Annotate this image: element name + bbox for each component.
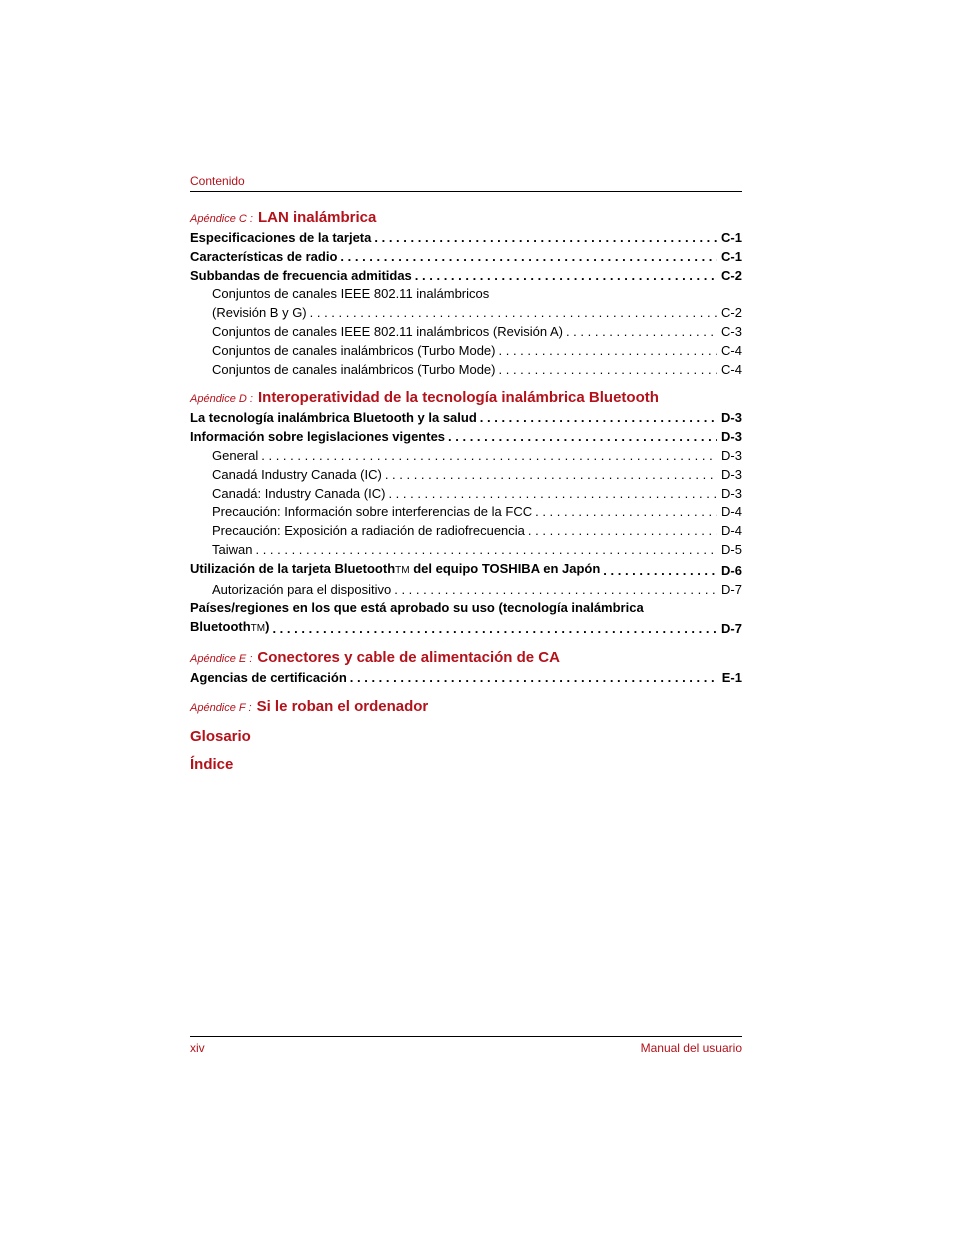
toc-entry[interactable] — [190, 229, 742, 248]
toc-entry-label-part: ) — [265, 619, 270, 635]
appendix-prefix: Apéndice D : — [190, 393, 253, 406]
toc-subentry[interactable] — [190, 581, 742, 600]
toc-subentry[interactable] — [190, 323, 742, 342]
toc-subentry[interactable] — [190, 541, 742, 560]
toc-entry-page: C-3 — [721, 323, 742, 339]
toc-entry-label — [190, 618, 269, 639]
appendix-c-section — [190, 208, 742, 379]
running-header — [190, 172, 742, 190]
toc-entry-label: Especificaciones de la tarjeta — [190, 230, 372, 245]
leader-dots — [563, 323, 717, 342]
toc-entry-label-part: Bluetooth — [190, 619, 251, 635]
toc-entry[interactable] — [190, 248, 742, 267]
leader-dots — [477, 409, 717, 428]
leader-dots — [371, 229, 717, 248]
appendix-title: Conectores y cable de alimentación de CA — [257, 648, 560, 666]
leader-dots — [382, 466, 717, 485]
toc-entry-label: (Revisión B y G) — [212, 305, 307, 321]
leader-dots — [307, 304, 717, 323]
toc-entry-label: Precaución: Información sobre interferencias de la FCC — [212, 504, 533, 520]
toc-entry-page: D-3 — [721, 447, 742, 463]
leader-dots — [391, 581, 717, 600]
toc-entry-label: Canadá: Industry Canada (IC) — [212, 485, 386, 501]
toc-entry-label: Características de radio — [190, 248, 338, 264]
appendix-e-section — [190, 648, 742, 688]
toc-entry-label: Conjuntos de canales inalámbricos (Turbo Mode) — [212, 342, 496, 358]
toc-entry-label: Subbandas de frecuencia admitidas — [190, 267, 412, 283]
appendix-e-heading[interactable] — [190, 648, 742, 669]
toc-entry-page: D-3 — [721, 485, 742, 501]
leader-dots — [337, 248, 717, 267]
trademark-mark: TM — [250, 623, 266, 635]
toc-entry-label: Información sobre legislaciones vigentes — [190, 429, 446, 445]
leader-dots — [347, 669, 718, 688]
header-title: Contenido — [190, 174, 245, 188]
leader-dots — [445, 428, 717, 447]
toc-subentry[interactable] — [190, 466, 742, 485]
toc-entry-label: Conjuntos de canales inalámbricos (Turbo Mode) — [212, 361, 496, 377]
appendix-c-heading[interactable] — [190, 208, 742, 229]
toc-entry-label: Canadá Industry Canada (IC) — [212, 466, 382, 482]
toc-entry-page: D-7 — [721, 621, 742, 637]
toc-entry[interactable] — [190, 428, 742, 447]
toc-entry-label-part: del equipo TOSHIBA en Japón — [409, 560, 601, 576]
toc-entry-label: Autorización para el dispositivo — [212, 581, 392, 597]
toc-subentry[interactable] — [190, 522, 742, 541]
appendix-title: Si le roban el ordenador — [256, 697, 429, 715]
toc-entry-label: Países/regiones en los que está aprobado su uso (tecnología inalámbrica — [190, 600, 644, 616]
leader-dots — [496, 361, 718, 380]
running-footer — [190, 1041, 742, 1055]
toc-entry-label: Conjuntos de canales IEEE 802.11 inalámbricos — [212, 286, 490, 302]
toc-content — [190, 208, 742, 774]
toc-entry-page: D-7 — [721, 581, 742, 597]
appendix-f-heading[interactable] — [190, 697, 742, 718]
appendix-f-section — [190, 697, 742, 718]
trademark-mark: TM — [395, 564, 410, 576]
toc-entry[interactable] — [190, 560, 742, 581]
toc-entry-page: D-4 — [721, 523, 742, 539]
toc-subentry-first-line[interactable] — [190, 285, 742, 304]
toc-entry-page: C-2 — [721, 305, 742, 321]
toc-subentry[interactable] — [190, 304, 742, 323]
leader-dots — [269, 620, 717, 639]
toc-entry-first-line[interactable] — [190, 599, 742, 618]
leader-dots — [525, 522, 717, 541]
toc-entry-page: C-1 — [721, 230, 742, 245]
leader-dots — [600, 562, 717, 581]
glossary-heading[interactable]: Glosario — [190, 727, 251, 745]
toc-entry-page: D-3 — [721, 429, 742, 445]
leader-dots — [532, 503, 717, 522]
toc-entry-label: General — [212, 447, 259, 463]
appendix-title: Interoperatividad de la tecnología inalámbrica Bluetooth — [257, 389, 659, 407]
toc-entry-page: C-1 — [721, 248, 742, 264]
toc-entry-page: D-6 — [721, 562, 742, 578]
toc-subentry[interactable] — [190, 503, 742, 522]
appendix-prefix: Apéndice E : — [190, 652, 253, 665]
toc-entry[interactable] — [190, 669, 742, 688]
leader-dots — [385, 485, 717, 504]
toc-subentry[interactable] — [190, 485, 742, 504]
toc-entry-label: Conjuntos de canales IEEE 802.11 inalámbricos (Revisión A) — [212, 323, 563, 339]
toc-entry-label — [190, 560, 600, 581]
header-rule — [190, 191, 742, 192]
toc-entry-page: C-2 — [721, 267, 742, 283]
toc-entry-page: C-4 — [721, 342, 742, 358]
appendix-d-heading[interactable] — [190, 388, 742, 409]
toc-entry-label: Taiwan — [212, 541, 253, 557]
toc-entry[interactable] — [190, 618, 742, 639]
appendix-title: LAN inalámbrica — [257, 209, 377, 226]
leader-dots — [258, 447, 717, 466]
leader-dots — [412, 267, 717, 286]
toc-subentry[interactable] — [190, 342, 742, 361]
index-heading[interactable]: Índice — [190, 755, 234, 773]
toc-entry-label-part: Utilización de la tarjeta Bluetooth — [190, 560, 396, 576]
toc-entry-page: D-4 — [721, 504, 742, 520]
toc-entry[interactable] — [190, 267, 742, 286]
appendix-prefix: Apéndice C : — [190, 213, 253, 225]
toc-entry-page: E-1 — [721, 669, 742, 685]
footer-manual-title: Manual del usuario — [640, 1041, 742, 1055]
toc-entry-label: Agencias de certificación — [190, 669, 347, 685]
toc-entry-page: D-3 — [721, 410, 742, 426]
leader-dots — [496, 342, 718, 361]
toc-subentry[interactable] — [190, 447, 742, 466]
toc-subentry[interactable] — [190, 361, 742, 380]
toc-entry-page: C-4 — [721, 361, 742, 377]
leader-dots — [252, 541, 717, 560]
toc-entry-label: La tecnología inalámbrica Bluetooth y la salud — [190, 410, 477, 426]
toc-entry-label: Precaución: Exposición a radiación de radiofrecuencia — [212, 523, 525, 539]
appendix-prefix: Apéndice F : — [190, 701, 252, 714]
toc-entry-page: D-3 — [721, 466, 742, 482]
toc-entry[interactable] — [190, 409, 742, 428]
appendix-d-section — [190, 388, 742, 639]
footer-rule — [190, 1036, 742, 1037]
toc-entry-page: D-5 — [721, 541, 742, 557]
footer-page-number: xiv — [190, 1041, 205, 1055]
